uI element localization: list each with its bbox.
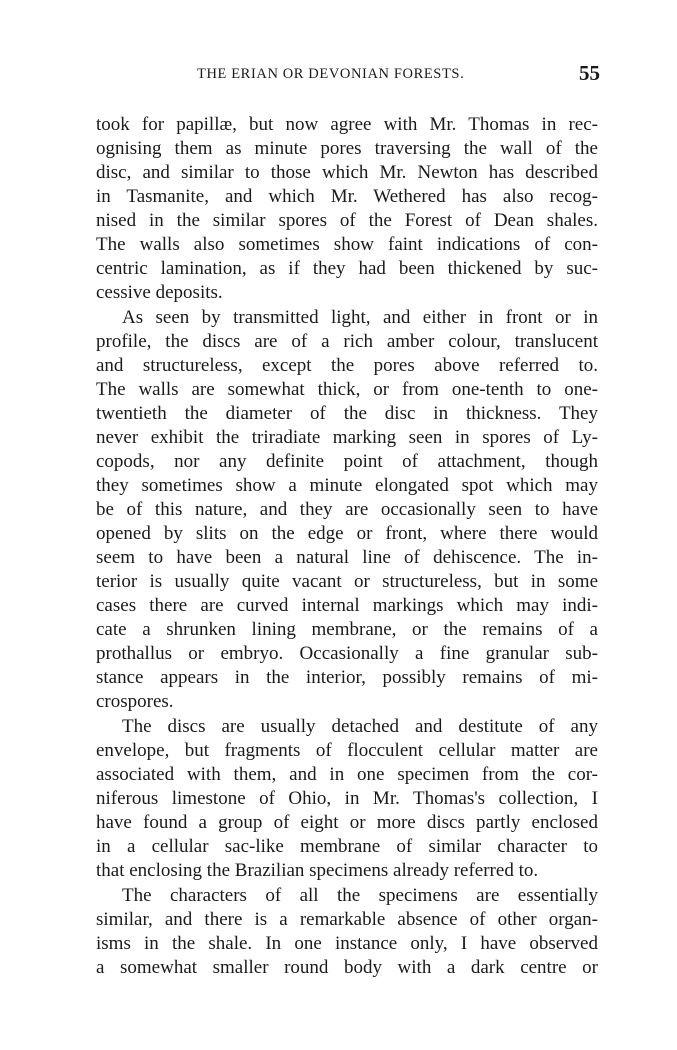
text-line: have found a group of eight or more discs partly enclosed — [96, 812, 598, 833]
text-line: copods, nor any definite point of attachment, though — [96, 451, 598, 472]
text-line: The characters of all the specimens are essentially — [122, 885, 598, 906]
text-line: envelope, but fragments of flocculent cellular matter are — [96, 740, 598, 761]
text-line: cate a shrunken lining membrane, or the remains of a — [96, 619, 598, 640]
text-line: stance appears in the interior, possibly remains of mi- — [96, 667, 598, 688]
running-head — [96, 62, 600, 92]
text-line: prothallus or embryo. Occasionally a fine granular sub- — [96, 643, 598, 664]
text-line: cessive deposits. — [96, 282, 223, 303]
text-line: terior is usually quite vacant or structureless, but in some — [96, 571, 598, 592]
page-number: 55 — [579, 61, 600, 85]
text-line: a somewhat smaller round body with a dark centre or — [96, 957, 598, 978]
text-line: that enclosing the Brazilian specimens already referred to. — [96, 860, 539, 881]
text-line: ognising them as minute pores traversing the wall of the — [96, 138, 598, 159]
text-line: nised in the similar spores of the Forest of Dean shales. — [96, 210, 598, 231]
running-title: THE ERIAN OR DEVONIAN FORESTS. — [197, 66, 465, 82]
text-line: crospores. — [96, 691, 174, 712]
text-line: they sometimes show a minute elongated spot which may — [96, 475, 598, 496]
text-line: isms in the shale. In one instance only, I have observed — [96, 933, 598, 954]
text-line: associated with them, and in one specimen from the cor- — [96, 764, 598, 785]
text-line: seem to have been a natural line of dehiscence. The in- — [96, 547, 598, 568]
text-line: The walls are somewhat thick, or from one-tenth to one- — [96, 379, 598, 400]
text-line: profile, the discs are of a rich amber colour, translucent — [96, 331, 598, 352]
text-line: centric lamination, as if they had been thickened by suc- — [96, 258, 598, 279]
text-line: be of this nature, and they are occasionally seen to have — [96, 499, 598, 520]
text-line: twentieth the diameter of the disc in thickness. They — [96, 403, 598, 424]
text-line: The walls also sometimes show faint indications of con- — [96, 234, 598, 255]
text-line: cases there are curved internal markings which may indi- — [96, 595, 598, 616]
text-line: in Tasmanite, and which Mr. Wethered has also recog- — [96, 186, 598, 207]
text-line: took for papillæ, but now agree with Mr. Thomas in rec- — [96, 114, 598, 135]
text-line: and structureless, except the pores above referred to. — [96, 355, 598, 376]
text-line: niferous limestone of Ohio, in Mr. Thomas's collection, I — [96, 788, 598, 809]
text-line: disc, and similar to those which Mr. Newton has described — [96, 162, 598, 183]
text-line: The discs are usually detached and destitute of any — [122, 716, 598, 737]
text-line: opened by slits on the edge or front, where there would — [96, 523, 598, 544]
text-line: in a cellular sac-like membrane of similar character to — [96, 836, 598, 857]
text-line: As seen by transmitted light, and either in front or in — [122, 307, 598, 328]
text-line: never exhibit the triradiate marking seen in spores of Ly- — [96, 427, 598, 448]
text-line: similar, and there is a remarkable absence of other organ- — [96, 909, 598, 930]
